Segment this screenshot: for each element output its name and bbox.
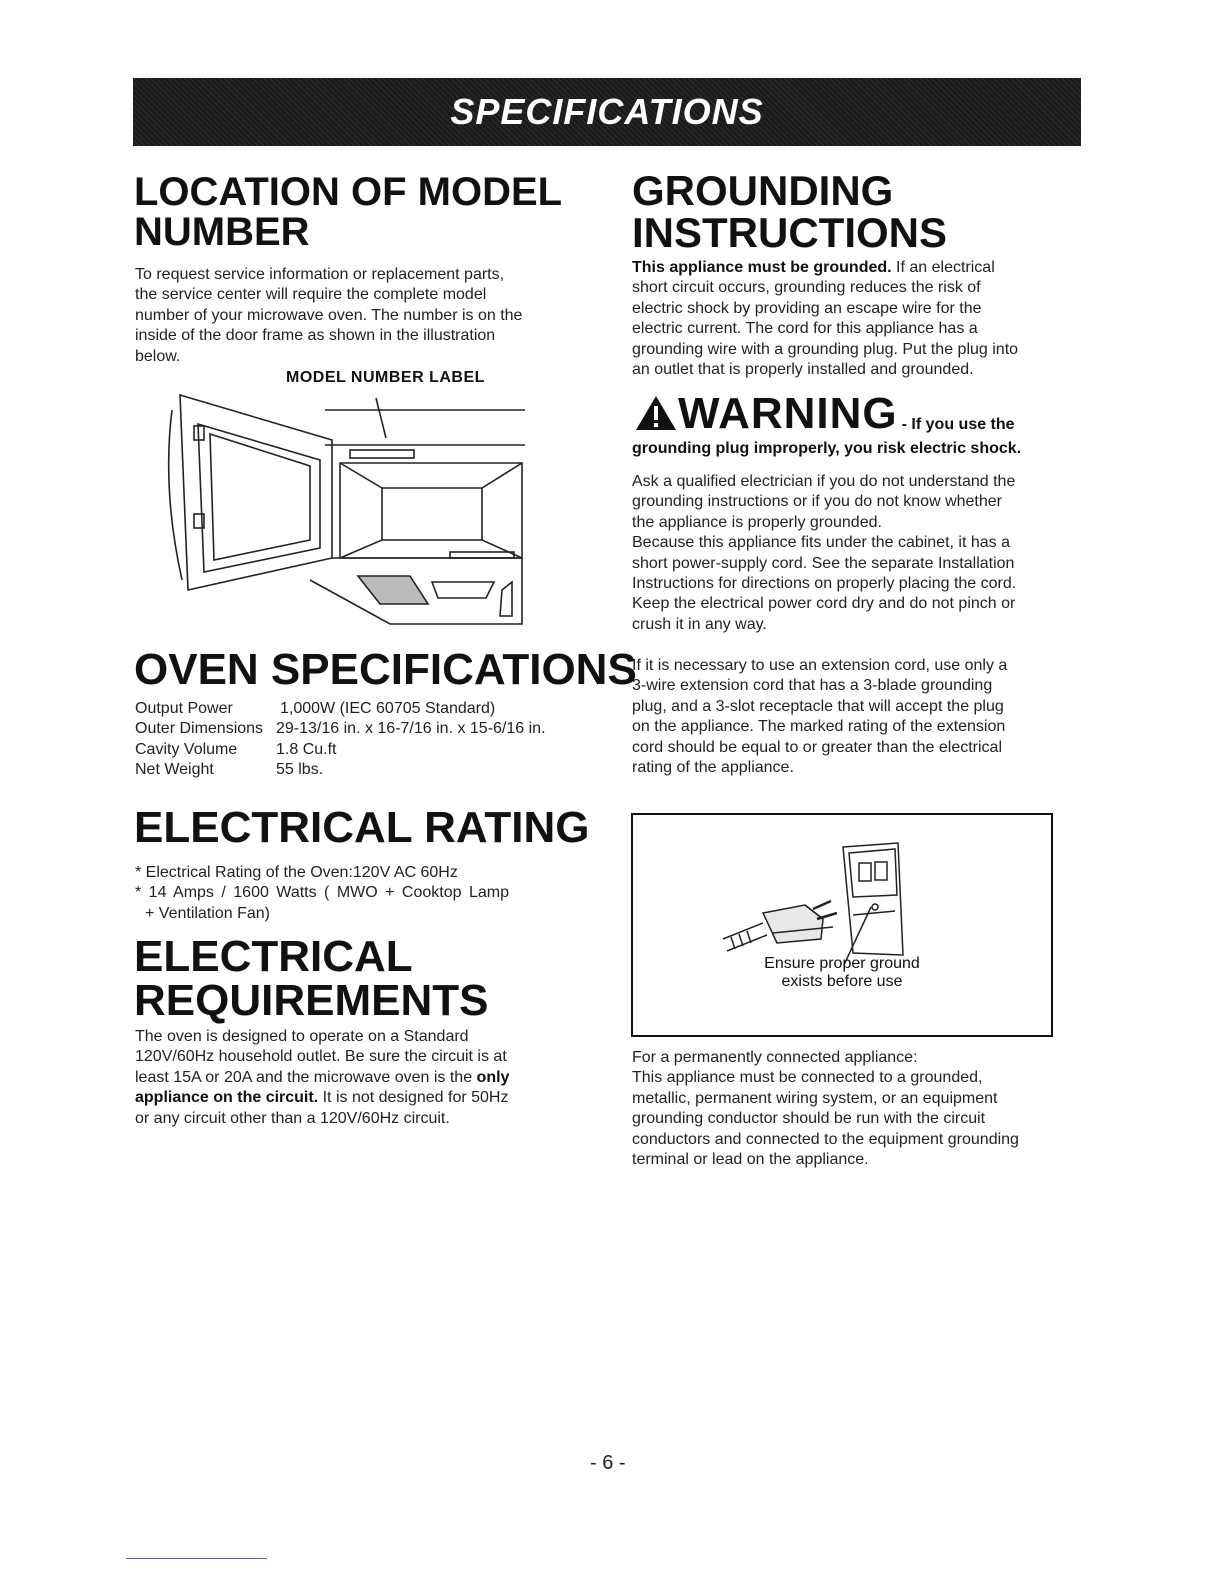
text-line: To request service information or replacement parts,	[135, 266, 505, 283]
text-line: below.	[135, 347, 181, 365]
microwave-illustration	[160, 390, 530, 630]
text-line: cord should be equal to or greater than the electrical	[632, 738, 1003, 756]
warning-word: WARNING	[678, 389, 898, 438]
heading-line: ELECTRICAL	[134, 932, 413, 981]
spec-value: 29-13/16 in. x 16-7/16 in. x 15-6/16 in.	[276, 720, 546, 738]
location-heading	[134, 172, 562, 252]
text-line: short circuit occurs, grounding reduces the risk of	[632, 279, 981, 297]
heading-line: INSTRUCTIONS	[632, 209, 947, 256]
text-line: electric shock by providing an escape wire for the	[632, 299, 982, 317]
text-span: If an electrical	[891, 259, 995, 276]
text-line: 3-wire extension cord that has a 3-blade grounding	[632, 677, 993, 695]
text-line: Instructions for directions on properly placing the cord.	[632, 575, 1017, 593]
heading-line: GROUNDING	[632, 167, 894, 214]
text-line: the appliance is properly grounded.	[632, 513, 882, 531]
text-bold: only	[476, 1068, 510, 1086]
text-line: If it is necessary to use an extension cord, use only a	[632, 657, 1008, 674]
text-line: plug, and a 3-slot receptacle that will accept the plug	[632, 697, 1004, 715]
grounding-illustration-box	[631, 813, 1053, 1037]
text-line: an outlet that is properly installed and grounded.	[632, 361, 974, 379]
text-line: grounding instructions or if you do not know whether	[632, 493, 1002, 511]
plug-outlet-illustration	[713, 835, 913, 965]
text-line: Keep the electrical power cord dry and do not pinch or	[632, 595, 1016, 613]
location-paragraph	[135, 265, 522, 367]
electrical-rating-heading: ELECTRICAL RATING	[134, 803, 590, 852]
text-line: For a permanently connected appliance:	[632, 1049, 918, 1066]
text-line: * 14 Amps / 1600 Watts ( MWO + Cooktop Lamp	[135, 884, 509, 902]
spec-label: Net Weight	[135, 761, 214, 779]
text-line: grounding conductor should be run with the circuit	[632, 1110, 986, 1128]
grounding-paragraph-2	[632, 472, 1016, 635]
page-number: - 6 -	[590, 1452, 626, 1474]
warning-suffix: - If you use the	[901, 416, 1015, 433]
text-line: The oven is designed to operate on a Standard	[135, 1028, 469, 1045]
text-line	[135, 1088, 509, 1108]
grounding-paragraph-3	[632, 656, 1007, 778]
electrical-rating-text	[135, 863, 509, 924]
heading-line: REQUIREMENTS	[134, 976, 489, 1025]
text-line: inside of the door frame as shown in the illustration	[135, 327, 496, 345]
text-line: number of your microwave oven. The number is on the	[135, 306, 523, 324]
caption-line: Ensure proper ground	[764, 955, 920, 972]
grounding-paragraph-4	[632, 1048, 1019, 1170]
text-line	[632, 258, 1018, 278]
warning-line2: grounding plug improperly, you risk electric shock.	[632, 440, 1022, 457]
location-heading-line1: LOCATION OF MODEL	[134, 170, 563, 214]
text-line: conductors and connected to the equipment grounding	[632, 1130, 1019, 1148]
text-line: terminal or lead on the appliance.	[632, 1151, 869, 1169]
text-line: the service center will require the complete model	[135, 286, 487, 304]
text-line: * Electrical Rating of the Oven:120V AC 60Hz	[135, 864, 458, 881]
banner-title: SPECIFICATIONS	[450, 91, 764, 132]
text-line: + Ventilation Fan)	[145, 904, 270, 922]
text-line: Because this appliance fits under the cabinet, it has a	[632, 534, 1011, 552]
text-line: Ask a qualified electrician if you do not understand the	[632, 473, 1016, 490]
text-bold: This appliance must be grounded.	[632, 259, 892, 276]
oven-specifications-table	[135, 699, 546, 781]
spec-label: Outer Dimensions	[135, 720, 264, 738]
spec-label: Output Power	[135, 700, 233, 717]
spec-label: Cavity Volume	[135, 740, 238, 758]
spec-row	[135, 719, 546, 739]
text-line: 120V/60Hz household outlet. Be sure the circuit is at	[135, 1048, 507, 1066]
text-line: rating of the appliance.	[632, 759, 794, 777]
text-line: This appliance must be connected to a grounded,	[632, 1069, 983, 1087]
spec-row	[135, 760, 546, 780]
spec-value: 1.8 Cu.ft	[276, 740, 337, 758]
caption-line: exists before use	[781, 973, 903, 990]
footer-rule	[126, 1558, 267, 1559]
text-line: on the appliance. The marked rating of the extension	[632, 718, 1006, 736]
text-line: or any circuit other than a 120V/60Hz circuit.	[135, 1109, 450, 1127]
oven-specifications-heading: OVEN SPECIFICATIONS	[134, 645, 637, 694]
grounding-intro	[632, 258, 1018, 380]
text-line: electric current. The cord for this appliance has a	[632, 320, 978, 338]
grounding-heading	[632, 167, 947, 256]
text-line: crush it in any way.	[632, 615, 767, 633]
text-bold: appliance on the circuit.	[135, 1089, 319, 1107]
electrical-requirements-heading	[134, 932, 489, 1025]
warning-line	[634, 389, 1015, 438]
spec-row	[135, 740, 546, 760]
text-span: It is not designed for 50Hz	[318, 1089, 509, 1107]
spec-value: 1,000W (IEC 60705 Standard)	[280, 700, 496, 717]
location-heading-line2: NUMBER	[134, 210, 310, 254]
text-line: metallic, permanent wiring system, or an equipment	[632, 1089, 998, 1107]
electrical-requirements-text	[135, 1027, 509, 1129]
spec-row	[135, 699, 546, 719]
warning-triangle-icon	[634, 394, 678, 432]
text-span: least 15A or 20A and the microwave oven is the	[135, 1068, 477, 1086]
specifications-banner	[133, 78, 1081, 146]
text-line: short power-supply cord. See the separate Installation	[632, 554, 1015, 572]
text-line: grounding wire with a grounding plug. Put the plug into	[632, 340, 1019, 358]
model-number-label-caption: MODEL NUMBER LABEL	[286, 369, 485, 386]
grounding-caption	[633, 955, 1051, 991]
text-line	[135, 1068, 509, 1088]
spec-value: 55 lbs.	[276, 761, 324, 779]
